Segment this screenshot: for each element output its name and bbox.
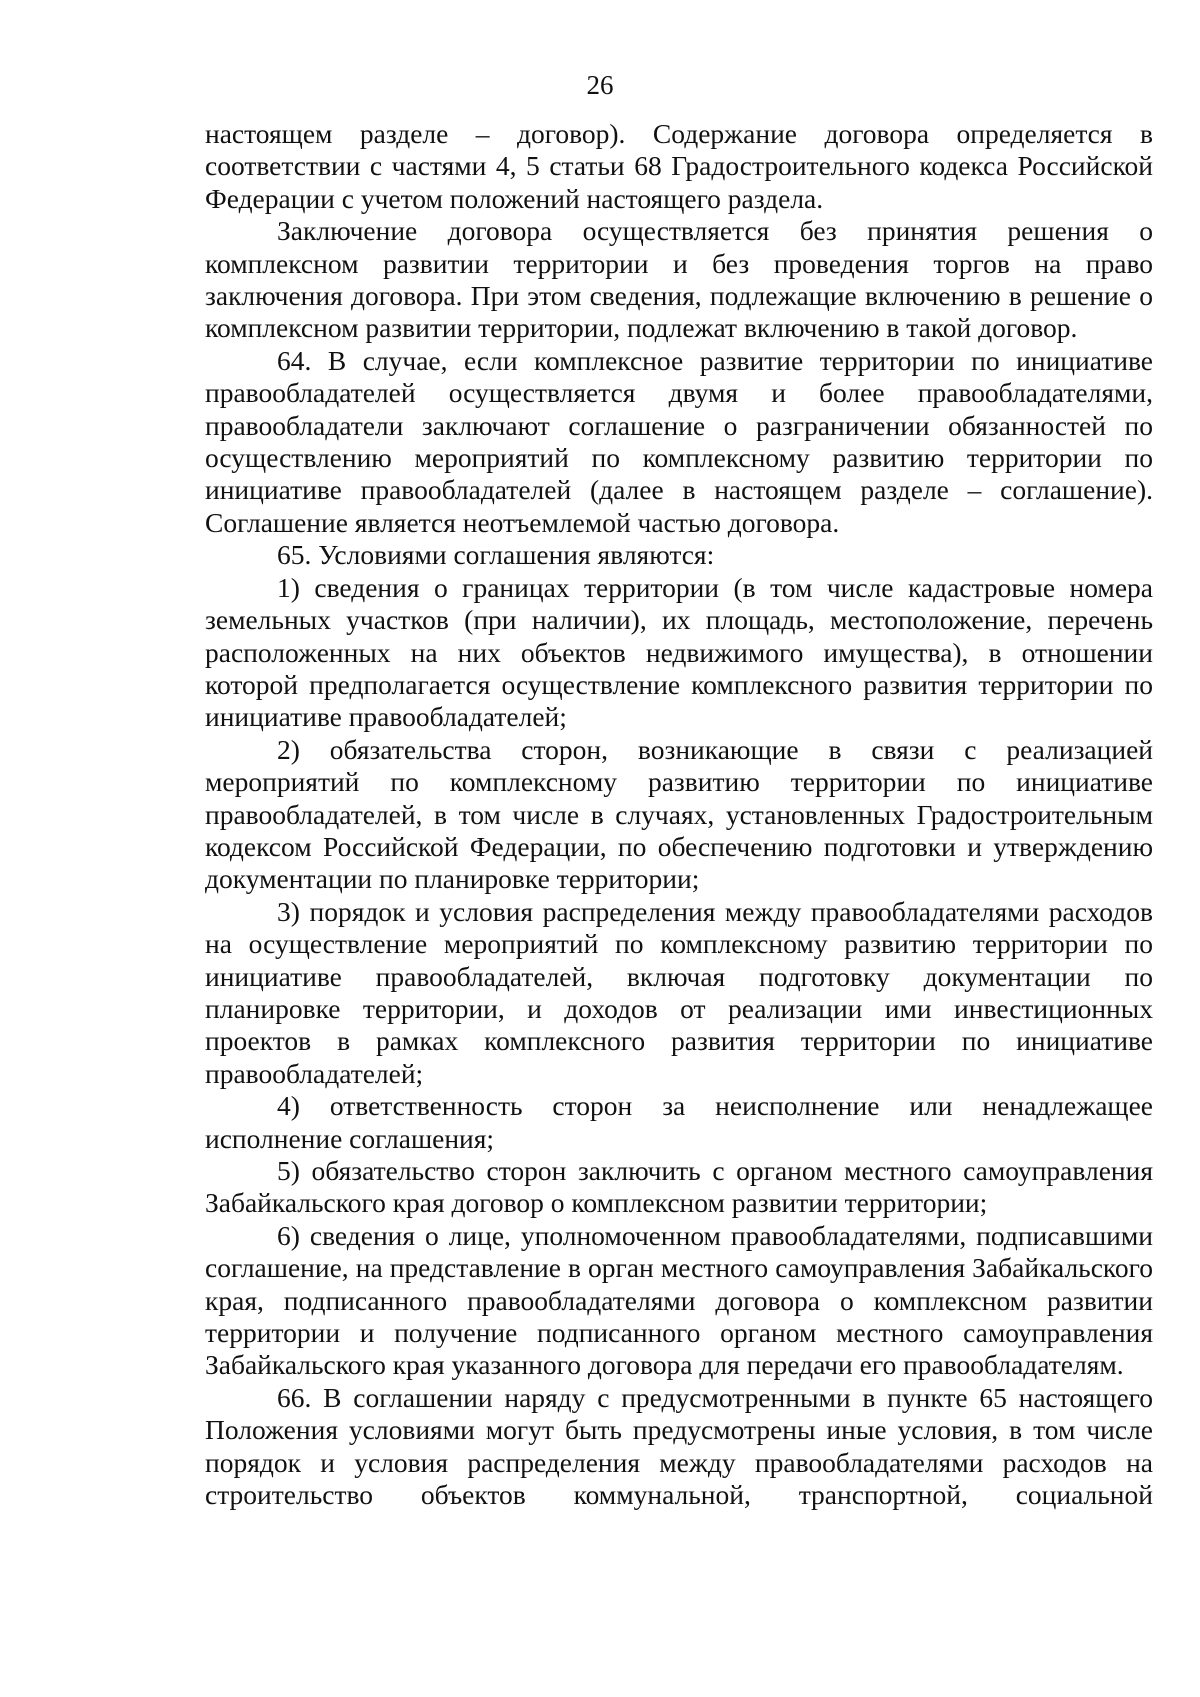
list-item-4: 4) ответственность сторон за неисполнение или ненадлежащее исполнение соглашения; <box>205 1090 1153 1154</box>
page-number: 26 <box>586 70 614 100</box>
paragraph-agreement-conclusion: Заключение договора осуществляется без принятия решения о комплексном развитии территории и без проведения торгов на право заключения договора. При этом сведения, подлежащие включению в решение о комплексном развитии территории, подлежат включению в такой договор. <box>205 215 1153 344</box>
list-item-2: 2) обязательства сторон, возникающие в связи с реализацией мероприятий по комплексному развитию территории по инициативе правообладателей, в том числе в случаях, установленных Градостроительным кодексом Российской Федерации, по обеспечению подготовки и утверждению документации по планировке территории; <box>205 733 1153 895</box>
list-item-3: 3) порядок и условия распределения между правообладателями расходов на осуществление мероприятий по комплексному развитию территории по инициативе правообладателей, включая подготовку документации по планировке территории, и доходов от реализации ими инвестиционных проектов в рамках комплексного развития территории по инициативе правообладателей; <box>205 895 1153 1089</box>
paragraph-continuation: настоящем разделе – договор). Содержание договора определяется в соответствии с частями 4, 5 статьи 68 Градостроительного кодекса Российской Федерации с учетом положений настоящего раздела. <box>205 118 1153 214</box>
paragraph-item-66: 66. В соглашении наряду с предусмотренными в пункте 65 настоящего Положения условиями могут быть предусмотрены иные условия, в том числе порядок и условия распределения между правообладателями расходов на строительство объектов коммунальной, транспортной, социальной <box>205 1381 1153 1511</box>
paragraph-item-65: 65. Условиями соглашения являются: <box>277 539 715 571</box>
paragraph-item-64: 64. В случае, если комплексное развитие территории по инициативе правообладателей осуществляется двумя и более правообладателями, правообладатели заключают соглашение о разграничении обязанностей по осуществлению мероприятий по комплексному развитию территории по инициативе правообладателей (далее в настоящем разделе – соглашение). Соглашение является неотъемлемой частью договора. <box>205 344 1153 538</box>
list-item-1: 1) сведения о границах территории (в том числе кадастровые номера земельных участков (при наличии), их площадь, местоположение, перечень расположенных на них объектов недвижимого имущества), в отношении которой предполагается осуществление комплексного развития территории по инициативе правообладателей; <box>205 571 1153 733</box>
document-body <box>205 118 1153 1511</box>
list-item-5: 5) обязательство сторон заключить с органом местного самоуправления Забайкальского края договор о комплексном развитии территории; <box>205 1155 1153 1219</box>
list-item-6: 6) сведения о лице, уполномоченном правообладателями, подписавшими соглашение, на представление в орган местного самоуправления Забайкальского края, подписанного правообладателями договора о комплексном развитии территории и получение подписанного органом местного самоуправления Забайкальского края указанного договора для передачи его правообладателям. <box>205 1219 1153 1381</box>
